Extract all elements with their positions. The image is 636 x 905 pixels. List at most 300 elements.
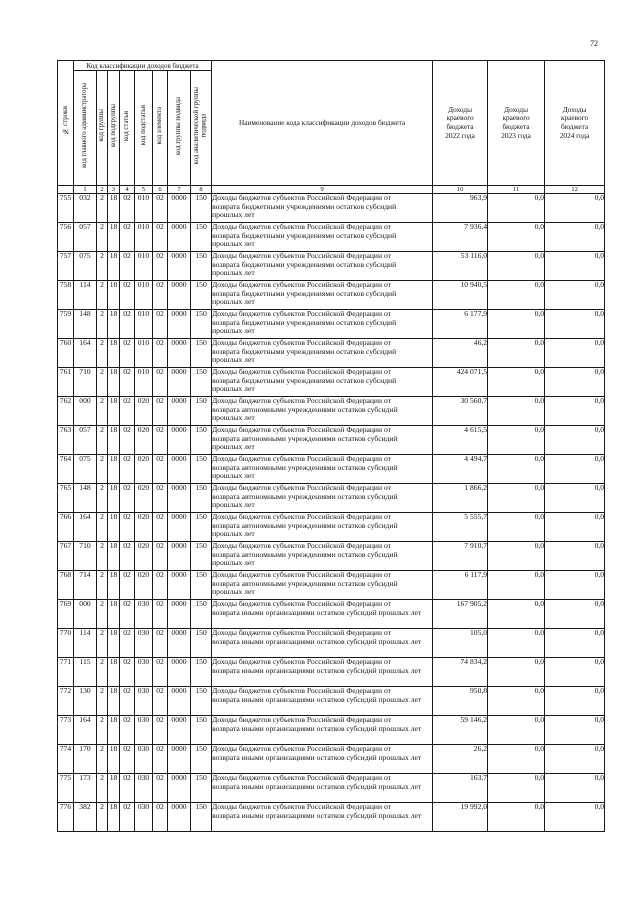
amount-2022-cell: 424 071,5 <box>433 368 488 397</box>
element-code-cell: 02 <box>153 194 168 223</box>
income-name-line: возврата бюджетными учреждениями остатков субсидий <box>212 375 397 385</box>
article-code-cell: 02 <box>120 600 135 629</box>
row-number-cell: 766 <box>58 513 74 542</box>
amount-2024-cell: 0,0 <box>545 281 605 310</box>
income-header-line: краевого <box>502 113 530 123</box>
income-name-line: Доходы бюджетов субъектов Российской Федерации от <box>212 773 391 782</box>
subtype-group-code-header <box>168 71 191 186</box>
income-header-line: бюджета <box>560 122 589 131</box>
income-name-cell <box>212 455 433 484</box>
amount-2024-cell: 0,0 <box>545 687 605 716</box>
element-code-cell: 02 <box>153 310 168 339</box>
amount-2022-cell: 105,0 <box>433 629 488 658</box>
amount-2022-cell: 6 177,9 <box>433 310 488 339</box>
income-name-line: Доходы бюджетов субъектов Российской Федерации от <box>212 802 391 811</box>
amount-2022-cell: 7 936,4 <box>433 223 488 252</box>
subgroup-code-cell: 18 <box>108 687 120 716</box>
income-name-line: Доходы бюджетов субъектов Российской Федерации от <box>212 657 391 666</box>
amount-2024-cell: 0,0 <box>545 397 605 426</box>
classification-code-group-header: Код классификации доходов бюджета <box>74 61 212 71</box>
subarticle-code-cell: 020 <box>135 397 153 426</box>
income-name-cell <box>212 513 433 542</box>
article-code-cell: 02 <box>120 426 135 455</box>
income-name-line: прошлых лет <box>212 239 255 249</box>
income-name-cell <box>212 223 433 252</box>
amount-2023-cell: 0,0 <box>488 542 545 571</box>
header-label-line: код главного администратора <box>81 83 89 168</box>
subarticle-code-cell: 030 <box>135 716 153 745</box>
analytic-group-code-cell: 150 <box>191 803 212 832</box>
row-number-cell: 757 <box>58 252 74 281</box>
group-code-cell: 2 <box>97 600 108 629</box>
group-code-cell: 2 <box>97 368 108 397</box>
analytic-group-code-header-label <box>193 87 208 164</box>
income-name-line: возврата бюджетными учреждениями остатков субсидий <box>212 288 397 298</box>
subtype-group-code-cell: 0000 <box>168 774 191 803</box>
income-header-line: бюджета <box>446 122 474 131</box>
table-row <box>58 310 605 339</box>
amount-2022-cell: 167 905,2 <box>433 600 488 629</box>
header-label-line: код элемента <box>156 106 164 145</box>
income-name-line: прошлых лет <box>212 413 255 423</box>
group-code-cell: 2 <box>97 339 108 368</box>
income-name-cell <box>212 774 433 803</box>
table-row <box>58 803 605 832</box>
income-name-line: Доходы бюджетов субъектов Российской Федерации от <box>212 425 391 434</box>
amount-2023-cell: 0,0 <box>488 600 545 629</box>
amount-2024-cell: 0,0 <box>545 629 605 658</box>
income-2023-header <box>488 61 545 186</box>
article-code-cell: 02 <box>120 774 135 803</box>
income-name-cell <box>212 194 433 223</box>
table-row <box>58 745 605 774</box>
element-code-cell: 02 <box>153 426 168 455</box>
subgroup-code-cell: 18 <box>108 426 120 455</box>
admin-code-header <box>74 71 97 186</box>
article-code-cell: 02 <box>120 571 135 600</box>
admin-code-cell: 130 <box>74 687 97 716</box>
amount-2024-cell: 0,0 <box>545 774 605 803</box>
subarticle-code-cell: 020 <box>135 513 153 542</box>
analytic-group-code-cell: 150 <box>191 339 212 368</box>
column-number-cell-empty <box>58 186 74 194</box>
admin-code-cell: 000 <box>74 397 97 426</box>
subtype-group-code-cell: 0000 <box>168 600 191 629</box>
subgroup-code-cell: 18 <box>108 223 120 252</box>
group-code-cell: 2 <box>97 658 108 687</box>
admin-code-cell: 000 <box>74 600 97 629</box>
income-name-line: возврата иными организациями остатков субсидий прошлых лет <box>212 781 422 791</box>
column-number-cell: 8 <box>191 186 212 194</box>
table-row <box>58 455 605 484</box>
group-code-cell: 2 <box>97 426 108 455</box>
income-name-line: Доходы бюджетов субъектов Российской Федерации от <box>212 280 391 289</box>
amount-2023-cell: 0,0 <box>488 281 545 310</box>
income-name-cell <box>212 745 433 774</box>
group-code-cell: 2 <box>97 571 108 600</box>
column-number-cell: 2 <box>97 186 108 194</box>
subarticle-code-cell: 020 <box>135 455 153 484</box>
income-header-line: бюджета <box>502 122 530 131</box>
article-code-cell: 02 <box>120 310 135 339</box>
element-code-cell: 02 <box>153 484 168 513</box>
income-name-line: возврата иными организациями остатков субсидий прошлых лет <box>212 607 422 617</box>
subgroup-code-cell: 18 <box>108 658 120 687</box>
table-header <box>58 61 605 194</box>
amount-2022-cell: 10 940,5 <box>433 281 488 310</box>
income-name-line: Доходы бюджетов субъектов Российской Федерации от <box>212 715 391 724</box>
amount-2024-cell: 0,0 <box>545 194 605 223</box>
row-number-cell: 771 <box>58 658 74 687</box>
admin-code-cell: 114 <box>74 281 97 310</box>
admin-code-cell: 164 <box>74 716 97 745</box>
group-code-cell: 2 <box>97 513 108 542</box>
amount-2023-cell: 0,0 <box>488 513 545 542</box>
article-code-header <box>120 71 135 186</box>
income-name-line: возврата иными организациями остатков субсидий прошлых лет <box>212 665 422 675</box>
income-name-line: прошлых лет <box>212 442 255 452</box>
income-name-line: Доходы бюджетов субъектов Российской Федерации от <box>212 541 391 550</box>
subarticle-code-cell: 020 <box>135 571 153 600</box>
amount-2024-cell: 0,0 <box>545 223 605 252</box>
analytic-group-code-cell: 150 <box>191 223 212 252</box>
element-code-cell: 02 <box>153 281 168 310</box>
amount-2024-cell: 0,0 <box>545 426 605 455</box>
article-code-cell: 02 <box>120 252 135 281</box>
article-code-cell: 02 <box>120 542 135 571</box>
amount-2023-cell: 0,0 <box>488 252 545 281</box>
element-code-cell: 02 <box>153 397 168 426</box>
amount-2024-cell: 0,0 <box>545 571 605 600</box>
element-code-cell: 02 <box>153 716 168 745</box>
income-name-line: Доходы бюджетов субъектов Российской Федерации от <box>212 628 391 637</box>
admin-code-cell: 173 <box>74 774 97 803</box>
amount-2024-cell: 0,0 <box>545 658 605 687</box>
admin-code-cell: 148 <box>74 484 97 513</box>
subtype-group-code-cell: 0000 <box>168 542 191 571</box>
income-name-cell <box>212 803 433 832</box>
subtype-group-code-cell: 0000 <box>168 571 191 600</box>
income-name-line: Доходы бюджетов субъектов Российской Федерации от <box>212 396 391 405</box>
column-number-row <box>58 186 605 194</box>
table-row <box>58 600 605 629</box>
row-number-cell: 767 <box>58 542 74 571</box>
column-number-cell: 11 <box>488 186 545 194</box>
income-name-line: возврата автономными учреждениями остатков субсидий <box>212 549 398 559</box>
group-code-cell: 2 <box>97 774 108 803</box>
row-number-cell: 770 <box>58 629 74 658</box>
amount-2024-cell: 0,0 <box>545 716 605 745</box>
row-number-cell: 763 <box>58 426 74 455</box>
subarticle-code-cell: 020 <box>135 542 153 571</box>
subgroup-code-cell: 18 <box>108 716 120 745</box>
table-row <box>58 542 605 571</box>
subtype-group-code-cell: 0000 <box>168 252 191 281</box>
admin-code-cell: 075 <box>74 455 97 484</box>
element-code-cell: 02 <box>153 803 168 832</box>
subgroup-code-cell: 18 <box>108 397 120 426</box>
amount-2023-cell: 0,0 <box>488 571 545 600</box>
header-label-line: код группы <box>98 109 106 142</box>
income-header-line: Доходы <box>562 104 587 114</box>
row-number-cell: 764 <box>58 455 74 484</box>
group-code-cell: 2 <box>97 455 108 484</box>
subgroup-code-cell: 18 <box>108 629 120 658</box>
amount-2024-cell: 0,0 <box>545 252 605 281</box>
amount-2022-cell: 30 560,7 <box>433 397 488 426</box>
income-name-line: возврата бюджетными учреждениями остатков субсидий <box>212 201 397 211</box>
income-name-cell <box>212 542 433 571</box>
admin-code-cell: 382 <box>74 803 97 832</box>
admin-code-cell: 148 <box>74 310 97 339</box>
income-name-line: возврата иными организациями остатков субсидий прошлых лет <box>212 694 422 704</box>
group-code-header <box>97 71 108 186</box>
row-number-cell: 762 <box>58 397 74 426</box>
element-code-cell: 02 <box>153 600 168 629</box>
income-header-line: Доходы <box>448 104 473 114</box>
income-name-header: Наименование кода классификации доходов бюджета <box>212 61 433 186</box>
subarticle-code-cell: 020 <box>135 426 153 455</box>
subgroup-code-cell: 18 <box>108 571 120 600</box>
income-name-line: прошлых лет <box>212 587 255 597</box>
income-name-line: возврата бюджетными учреждениями остатков субсидий <box>212 317 397 327</box>
amount-2022-cell: 19 992,0 <box>433 803 488 832</box>
subarticle-code-cell: 030 <box>135 803 153 832</box>
header-label-line: код подгруппы <box>109 104 117 147</box>
subgroup-code-cell: 18 <box>108 774 120 803</box>
amount-2022-cell: 26,2 <box>433 745 488 774</box>
amount-2022-cell: 163,7 <box>433 774 488 803</box>
analytic-group-code-cell: 150 <box>191 716 212 745</box>
subarticle-code-cell: 010 <box>135 194 153 223</box>
table-row <box>58 571 605 600</box>
header-label-line: код группы подвида <box>175 96 183 155</box>
element-code-cell: 02 <box>153 368 168 397</box>
column-number-cell: 3 <box>108 186 120 194</box>
analytic-group-code-cell: 150 <box>191 426 212 455</box>
subtype-group-code-cell: 0000 <box>168 803 191 832</box>
amount-2023-cell: 0,0 <box>488 223 545 252</box>
group-code-cell: 2 <box>97 397 108 426</box>
subgroup-code-cell: 18 <box>108 745 120 774</box>
amount-2024-cell: 0,0 <box>545 513 605 542</box>
row-number-cell: 773 <box>58 716 74 745</box>
income-name-line: Доходы бюджетов субъектов Российской Федерации от <box>212 251 391 260</box>
subarticle-code-cell: 030 <box>135 629 153 658</box>
row-number-cell: 759 <box>58 310 74 339</box>
article-code-cell: 02 <box>120 339 135 368</box>
income-name-line: возврата бюджетными учреждениями остатков субсидий <box>212 259 397 269</box>
income-name-line: прошлых лет <box>212 355 255 365</box>
group-code-cell: 2 <box>97 542 108 571</box>
amount-2023-cell: 0,0 <box>488 426 545 455</box>
article-code-cell: 02 <box>120 716 135 745</box>
table-row <box>58 774 605 803</box>
subtype-group-code-cell: 0000 <box>168 629 191 658</box>
admin-code-cell: 114 <box>74 629 97 658</box>
income-name-line: Доходы бюджетов субъектов Российской Федерации от <box>212 483 391 492</box>
amount-2022-cell: 963,9 <box>433 194 488 223</box>
amount-2023-cell: 0,0 <box>488 194 545 223</box>
income-name-cell <box>212 629 433 658</box>
element-code-header-label <box>156 107 164 145</box>
analytic-group-code-cell: 150 <box>191 600 212 629</box>
subtype-group-code-cell: 0000 <box>168 281 191 310</box>
subgroup-code-header-label <box>110 104 118 147</box>
article-code-cell: 02 <box>120 658 135 687</box>
subgroup-code-cell: 18 <box>108 310 120 339</box>
amount-2024-cell: 0,0 <box>545 339 605 368</box>
subtype-group-code-cell: 0000 <box>168 310 191 339</box>
article-code-cell: 02 <box>120 194 135 223</box>
admin-code-cell: 032 <box>74 194 97 223</box>
group-code-cell: 2 <box>97 223 108 252</box>
analytic-group-code-cell: 150 <box>191 455 212 484</box>
table-row <box>58 397 605 426</box>
analytic-group-code-cell: 150 <box>191 513 212 542</box>
article-code-cell: 02 <box>120 223 135 252</box>
subarticle-code-cell: 010 <box>135 310 153 339</box>
income-2022-header <box>433 61 488 186</box>
income-name-cell <box>212 252 433 281</box>
analytic-group-code-cell: 150 <box>191 252 212 281</box>
income-name-line: Доходы бюджетов субъектов Российской Федерации от <box>212 309 391 318</box>
group-code-cell: 2 <box>97 716 108 745</box>
income-name-line: возврата автономными учреждениями остатков субсидий <box>212 578 398 588</box>
group-code-cell: 2 <box>97 803 108 832</box>
amount-2023-cell: 0,0 <box>488 368 545 397</box>
subarticle-code-cell: 010 <box>135 281 153 310</box>
subarticle-code-cell: 010 <box>135 339 153 368</box>
amount-2023-cell: 0,0 <box>488 310 545 339</box>
admin-code-cell: 164 <box>74 339 97 368</box>
income-name-cell <box>212 281 433 310</box>
column-number-cell: 6 <box>153 186 168 194</box>
group-code-cell: 2 <box>97 281 108 310</box>
table-row <box>58 484 605 513</box>
subarticle-code-cell: 010 <box>135 252 153 281</box>
admin-code-cell: 057 <box>74 426 97 455</box>
analytic-group-code-cell: 150 <box>191 194 212 223</box>
income-name-cell <box>212 658 433 687</box>
subtype-group-code-cell: 0000 <box>168 484 191 513</box>
row-number-cell: 774 <box>58 745 74 774</box>
subgroup-code-cell: 18 <box>108 600 120 629</box>
row-number-cell: 760 <box>58 339 74 368</box>
amount-2024-cell: 0,0 <box>545 600 605 629</box>
table-row <box>58 426 605 455</box>
amount-2024-cell: 0,0 <box>545 310 605 339</box>
subtype-group-code-cell: 0000 <box>168 426 191 455</box>
element-code-cell: 02 <box>153 223 168 252</box>
income-name-line: прошлых лет <box>212 210 255 220</box>
article-code-cell: 02 <box>120 745 135 774</box>
subtype-group-code-cell: 0000 <box>168 687 191 716</box>
amount-2022-cell: 46,2 <box>433 339 488 368</box>
amount-2022-cell: 7 910,7 <box>433 542 488 571</box>
element-code-cell: 02 <box>153 745 168 774</box>
amount-2024-cell: 0,0 <box>545 484 605 513</box>
subtype-group-code-cell: 0000 <box>168 368 191 397</box>
table-row <box>58 223 605 252</box>
row-number-cell: 755 <box>58 194 74 223</box>
element-code-cell: 02 <box>153 513 168 542</box>
header-label-line: подвида <box>201 113 209 138</box>
article-code-cell: 02 <box>120 397 135 426</box>
subgroup-code-cell: 18 <box>108 339 120 368</box>
income-name-cell <box>212 310 433 339</box>
income-name-line: прошлых лет <box>212 500 255 510</box>
amount-2023-cell: 0,0 <box>488 484 545 513</box>
table-body <box>58 194 605 832</box>
income-name-line: Доходы бюджетов субъектов Российской Федерации от <box>212 570 391 579</box>
element-code-cell: 02 <box>153 455 168 484</box>
income-name-line: возврата иными организациями остатков субсидий прошлых лет <box>212 752 422 762</box>
article-code-cell: 02 <box>120 687 135 716</box>
subgroup-code-cell: 18 <box>108 484 120 513</box>
element-code-cell: 02 <box>153 339 168 368</box>
element-code-cell: 02 <box>153 687 168 716</box>
subtype-group-code-cell: 0000 <box>168 194 191 223</box>
income-header-line: краевого <box>446 113 474 123</box>
amount-2023-cell: 0,0 <box>488 745 545 774</box>
subarticle-code-header-label <box>140 105 148 145</box>
amount-2022-cell: 74 834,2 <box>433 658 488 687</box>
subtype-group-code-header-label <box>175 97 183 155</box>
row-number-header-label: № строки <box>61 106 69 135</box>
analytic-group-code-cell: 150 <box>191 484 212 513</box>
table-row <box>58 716 605 745</box>
group-code-cell: 2 <box>97 745 108 774</box>
admin-code-cell: 075 <box>74 252 97 281</box>
amount-2023-cell: 0,0 <box>488 687 545 716</box>
subtype-group-code-cell: 0000 <box>168 716 191 745</box>
subtype-group-code-cell: 0000 <box>168 745 191 774</box>
amount-2024-cell: 0,0 <box>545 803 605 832</box>
amount-2023-cell: 0,0 <box>488 716 545 745</box>
article-code-header-label <box>123 111 131 141</box>
analytic-group-code-header <box>191 71 212 186</box>
admin-code-cell: 170 <box>74 745 97 774</box>
group-code-cell: 2 <box>97 194 108 223</box>
income-name-line: возврата иными организациями остатков субсидий прошлых лет <box>212 723 422 733</box>
income-name-cell <box>212 716 433 745</box>
analytic-group-code-cell: 150 <box>191 368 212 397</box>
amount-2022-cell: 4 615,5 <box>433 426 488 455</box>
income-name-line: прошлых лет <box>212 558 255 568</box>
subarticle-code-cell: 020 <box>135 484 153 513</box>
income-name-line: прошлых лет <box>212 471 255 481</box>
amount-2022-cell: 950,8 <box>433 687 488 716</box>
subgroup-code-cell: 18 <box>108 455 120 484</box>
income-name-line: возврата автономными учреждениями остатков субсидий <box>212 433 398 443</box>
subgroup-code-cell: 18 <box>108 252 120 281</box>
amount-2024-cell: 0,0 <box>545 368 605 397</box>
element-code-cell: 02 <box>153 774 168 803</box>
income-name-line: возврата автономными учреждениями остатков субсидий <box>212 491 398 501</box>
element-code-cell: 02 <box>153 542 168 571</box>
row-number-cell: 775 <box>58 774 74 803</box>
amount-2022-cell: 6 117,9 <box>433 571 488 600</box>
subtype-group-code-cell: 0000 <box>168 455 191 484</box>
row-number-cell: 758 <box>58 281 74 310</box>
amount-2024-cell: 0,0 <box>545 455 605 484</box>
subtype-group-code-cell: 0000 <box>168 658 191 687</box>
row-number-cell: 761 <box>58 368 74 397</box>
income-name-line: Доходы бюджетов субъектов Российской Федерации от <box>212 367 391 376</box>
amount-2023-cell: 0,0 <box>488 658 545 687</box>
income-name-line: возврата бюджетными учреждениями остатков субсидий <box>212 230 397 240</box>
